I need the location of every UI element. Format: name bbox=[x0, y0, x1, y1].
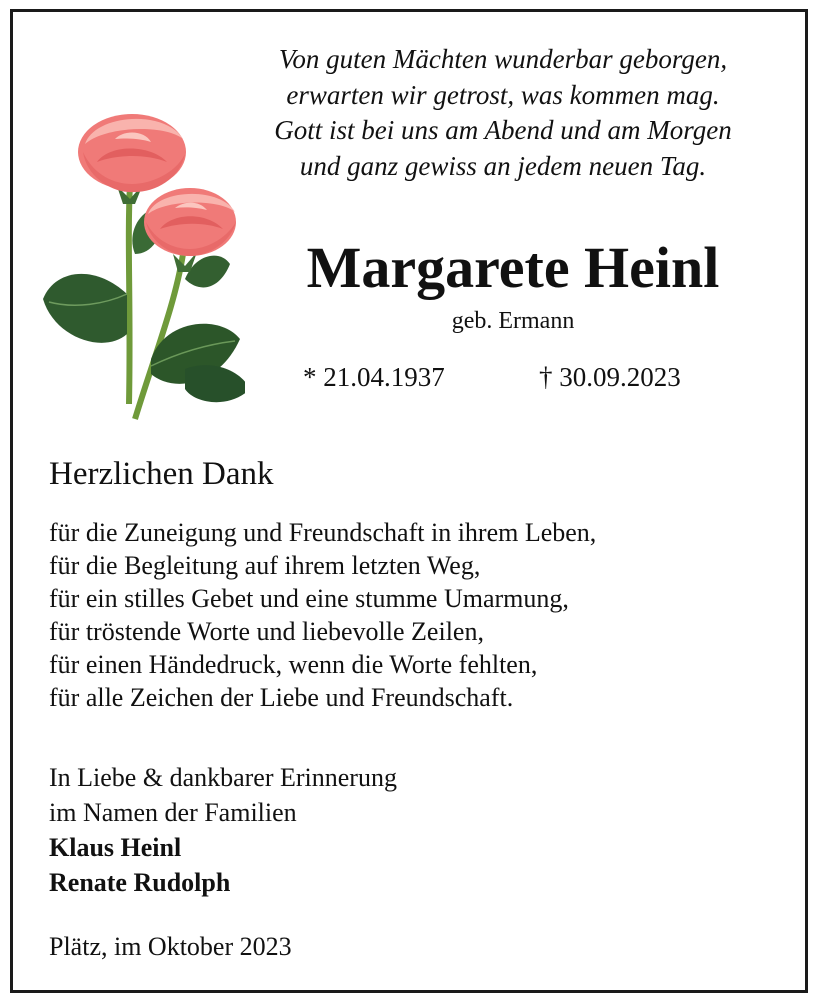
thanks-line: für tröstende Worte und liebevolle Zeilen, bbox=[49, 617, 484, 646]
signature-line: im Namen der Familien bbox=[49, 798, 297, 827]
place-date: Plätz, im Oktober 2023 bbox=[49, 932, 292, 961]
poem bbox=[213, 42, 793, 184]
signature-line: In Liebe & dankbarer Erinnerung bbox=[49, 763, 397, 792]
birth-name: geb. Ermann bbox=[451, 308, 575, 334]
deceased-name: Margarete Heinl bbox=[306, 235, 720, 300]
family-name: Renate Rudolph bbox=[49, 868, 231, 897]
poem-line: erwarten wir getrost, was kommen mag. bbox=[286, 79, 720, 110]
obituary-frame bbox=[10, 9, 808, 993]
thanks-line: für die Zuneigung und Freundschaft in ihrem Leben, bbox=[49, 518, 597, 547]
thanks-line: für ein stilles Gebet und eine stumme Umarmung, bbox=[49, 584, 569, 613]
thanks-line: für einen Händedruck, wenn die Worte fehlten, bbox=[49, 650, 538, 679]
thanks-text bbox=[49, 516, 596, 714]
poem-line: und ganz gewiss an jedem neuen Tag. bbox=[299, 150, 707, 181]
poem-line: Gott ist bei uns am Abend und am Morgen bbox=[274, 115, 732, 145]
signature bbox=[49, 760, 397, 900]
life-dates bbox=[303, 360, 723, 394]
birth-date: * 21.04.1937 bbox=[303, 362, 445, 392]
family-name: Klaus Heinl bbox=[49, 833, 182, 862]
poem-line: Von guten Mächten wunderbar geborgen, bbox=[278, 44, 728, 74]
thanks-heading: Herzlichen Dank bbox=[49, 456, 274, 492]
thanks-line: für die Begleitung auf ihrem letzten Weg, bbox=[49, 551, 481, 580]
death-date: † 30.09.2023 bbox=[539, 362, 681, 392]
thanks-line: für alle Zeichen der Liebe und Freundschaft. bbox=[49, 683, 514, 712]
